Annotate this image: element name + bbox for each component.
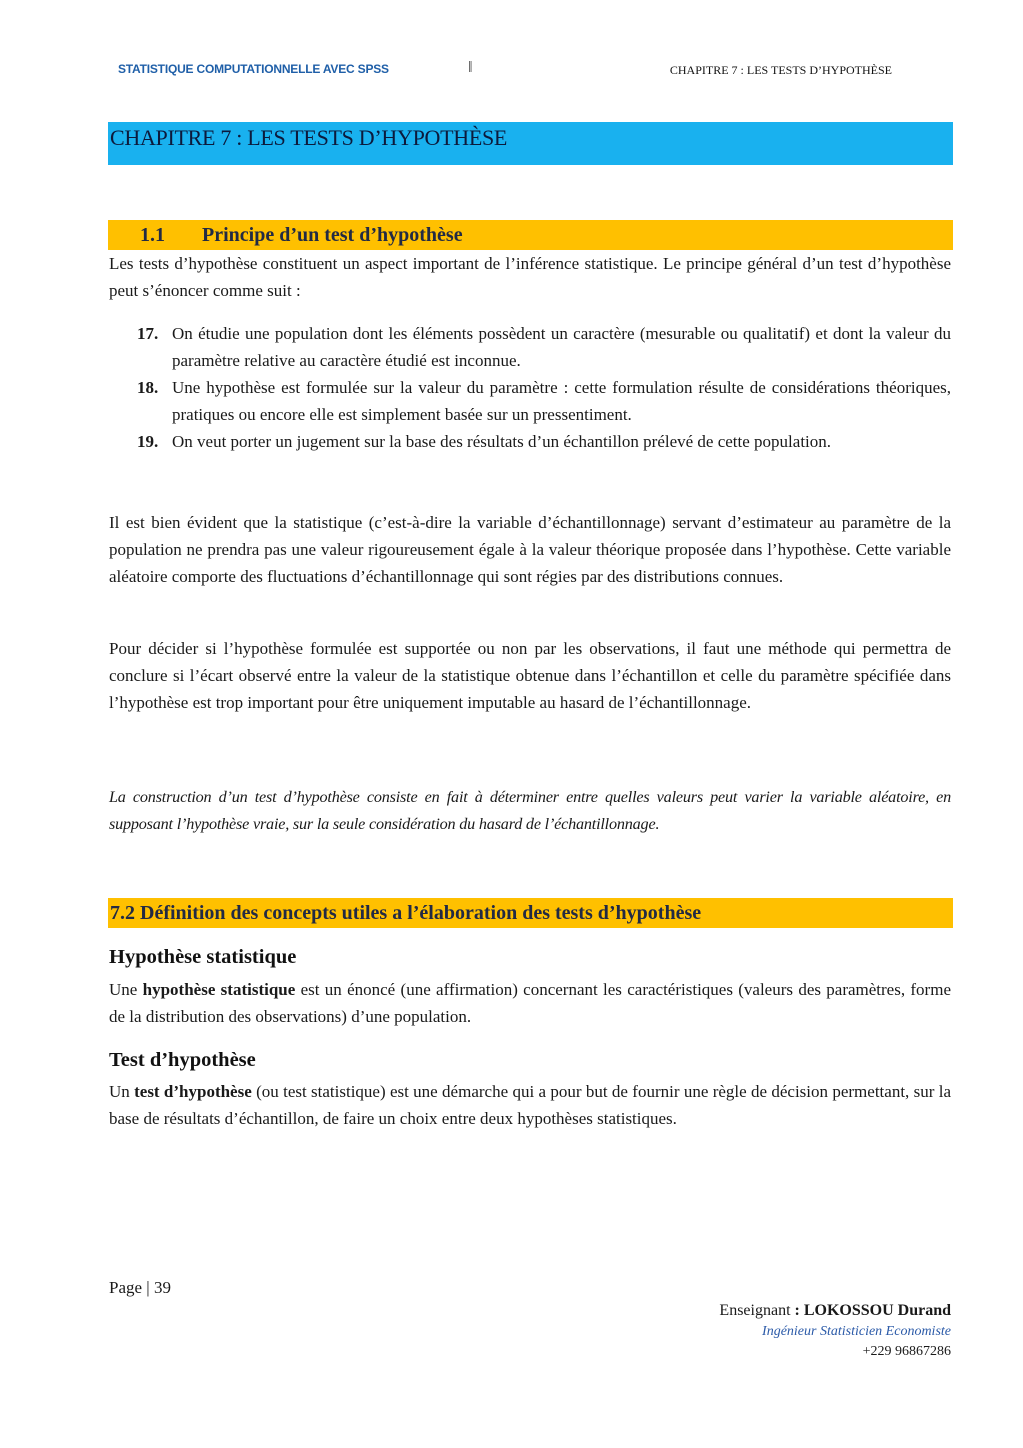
section-7-2-heading: 7.2 Définition des concepts utiles a l’élaboration des tests d’hypothèse	[110, 902, 702, 924]
section-1-1-heading	[140, 220, 953, 250]
definition-lead: Une	[109, 980, 143, 999]
list-item	[109, 374, 951, 428]
header-separator: ‖	[468, 59, 473, 76]
page-number: Page | 39	[109, 1278, 171, 1297]
author-block	[719, 1300, 951, 1362]
chapter-title-bar	[108, 122, 953, 165]
definition-term: test d’hypothèse	[134, 1082, 252, 1101]
subheading-hypothese-statistique: Hypothèse statistique	[109, 946, 297, 968]
italic-note: La construction d’un test d’hypothèse consiste en fait à déterminer entre quelles valeurs peut varier la variable aléatoire, en supposant l’hypothèse vraie, sur la seule considération du hasard de l’échantillonnage.	[109, 788, 951, 833]
section-number: 1.1	[140, 224, 165, 246]
list-number: 19.	[137, 432, 159, 451]
chapter-title: CHAPITRE 7 : LES TESTS D’HYPOTHÈSE	[110, 125, 508, 150]
list-item	[109, 320, 951, 374]
definition-term: hypothèse statistique	[142, 980, 296, 999]
intro-paragraph: Les tests d’hypothèse constituent un aspect important de l’inférence statistique. Le principe général d’un test d’hypothèse peut s’énoncer comme suit :	[109, 254, 951, 300]
definition-lead: Un	[109, 1082, 135, 1101]
subheading-test-hypothese: Test d’hypothèse	[109, 1049, 256, 1071]
running-header	[118, 59, 892, 82]
test-hypothese-definition	[109, 1078, 951, 1132]
estimator-paragraph: Il est bien évident que la statistique (c’est-à-dire la variable d’échantillonnage) servant d’estimateur au paramètre de la population ne prendra pas une valeur rigoureusement égale à la valeur théorique proposée dans l’hypothèse. Cette variable aléatoire comporte des fluctuations d’échantillonnage qui sont régies par des distributions connues.	[109, 513, 951, 586]
list-text: On étudie une population dont les éléments possèdent un caractère (mesurable ou qualitatif) et dont la valeur du paramètre relative au caractère étudié est inconnue.	[172, 324, 951, 370]
section-1-1-bar	[108, 220, 953, 250]
list-number: 18.	[137, 378, 159, 397]
header-chapter-title: CHAPITRE 7 : LES TESTS D’HYPOTHÈSE	[669, 63, 892, 77]
decision-paragraph: Pour décider si l’hypothèse formulée est supportée ou non par les observations, il faut une méthode qui permettra de conclure si l’écart observé entre la valeur de la statistique obtenue dans l’échantillon et celle du paramètre spécifiée dans l’hypothèse est trop important pour être uniquement imputable au hasard de l’échantillonnage.	[109, 639, 951, 712]
teacher-phone: +229 96867286	[862, 1344, 951, 1359]
definition-text: (ou test statistique) est une démarche qui a pour but de fournir une règle de décision permettant, sur la base de résultats d’échantillon, de faire un choix entre deux hypothèses statistiques.	[109, 1082, 951, 1128]
list-number: 17.	[137, 324, 159, 343]
list-item	[109, 428, 951, 455]
section-7-2-bar	[108, 898, 953, 928]
teacher-line	[719, 1300, 951, 1322]
teacher-role: Ingénieur Statisticien Economiste	[762, 1324, 951, 1339]
definition-text: est un énoncé (une affirmation) concernant les caractéristiques (valeurs des paramètres, forme de la distribution des observations) d’une population.	[109, 980, 951, 1026]
teacher-name: : LOKOSSOU Durand	[794, 1302, 951, 1319]
list-text: On veut porter un jugement sur la base des résultats d’un échantillon prélevé de cette population.	[172, 432, 832, 451]
list-text: Une hypothèse est formulée sur la valeur du paramètre : cette formulation résulte de considérations théoriques, pratiques ou encore elle est simplement basée sur un pressentiment.	[172, 378, 951, 424]
teacher-label: Enseignant	[719, 1302, 795, 1319]
hypothese-statistique-definition	[109, 976, 951, 1030]
section-title-text: Principe d’un test d’hypothèse	[202, 224, 463, 246]
principle-list	[109, 320, 951, 455]
header-book-title: STATISTIQUE COMPUTATIONNELLE AVEC SPSS	[118, 62, 389, 76]
